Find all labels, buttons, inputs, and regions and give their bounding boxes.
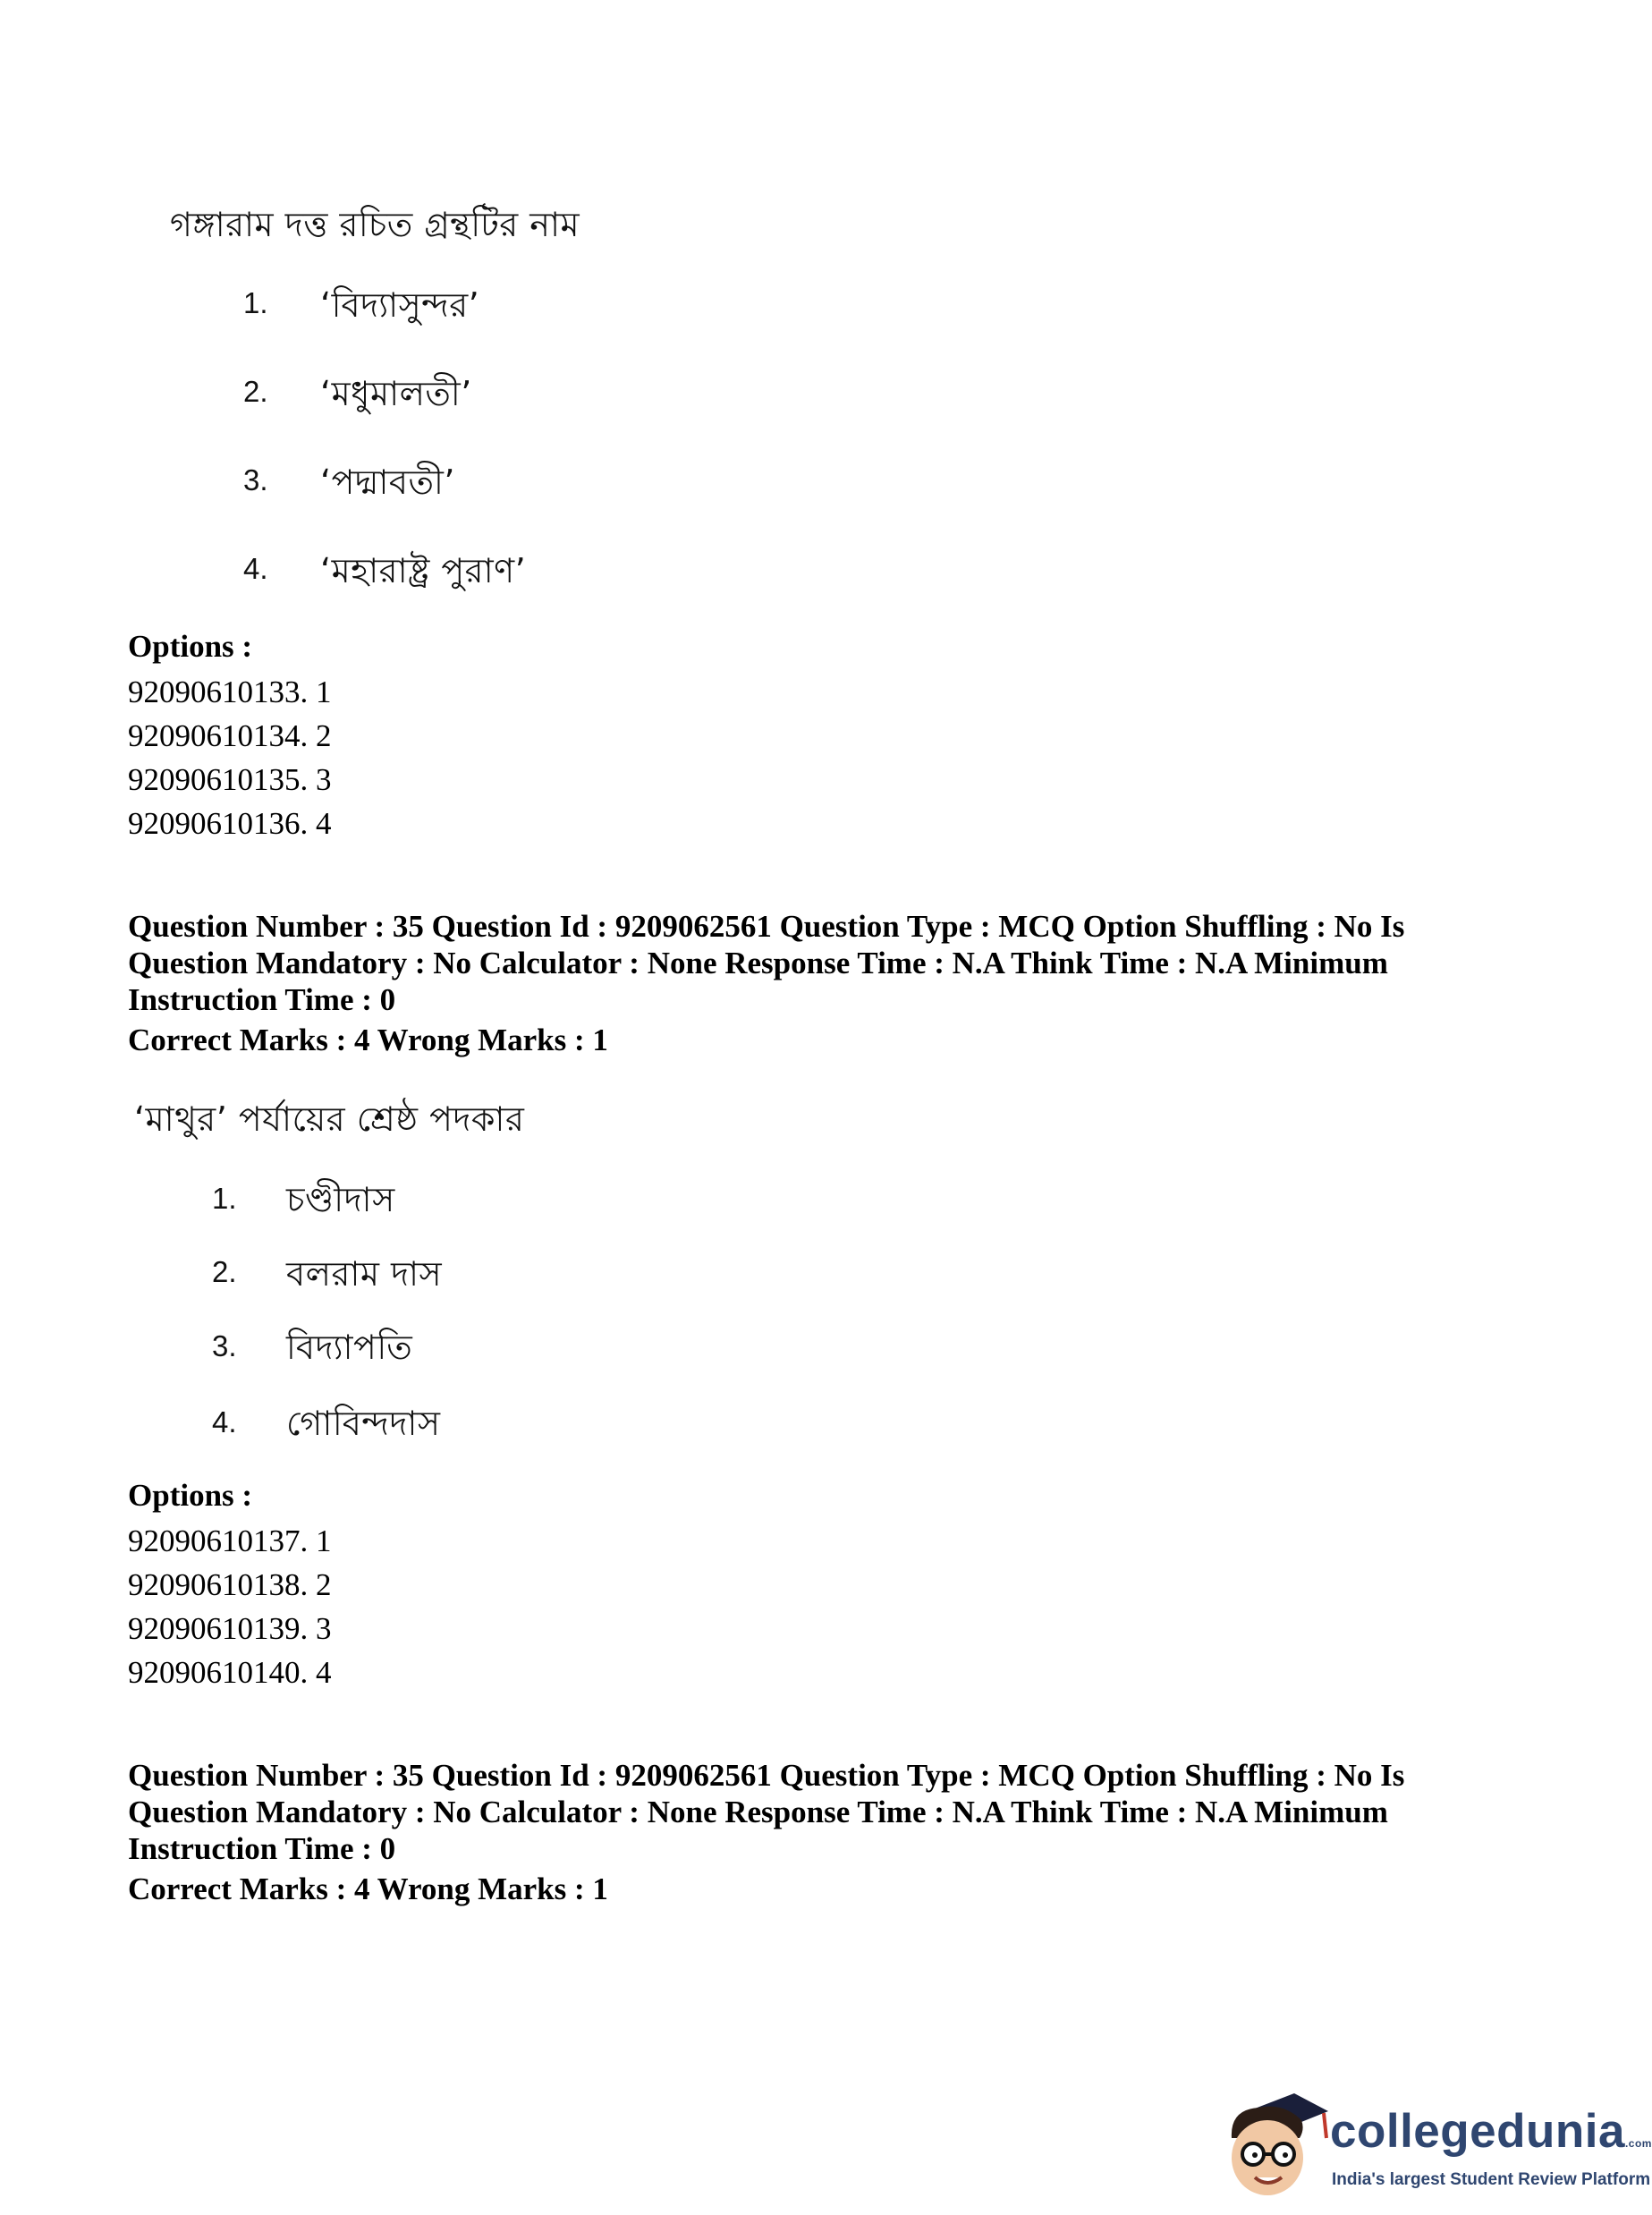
options-list bbox=[128, 670, 332, 845]
choice-number: 4. bbox=[243, 552, 268, 585]
choice-text: চণ্ডীদাস bbox=[286, 1180, 395, 1219]
option-item: 92090610133. 1 bbox=[128, 675, 332, 709]
question-marks: Correct Marks : 4 Wrong Marks : 1 bbox=[128, 1023, 608, 1057]
question-1-stem: গঙ্গারাম দত্ত রচিত গ্রন্থটির নাম bbox=[170, 205, 580, 244]
choice-number: 1. bbox=[212, 1182, 237, 1215]
options-heading: Options : bbox=[128, 1478, 253, 1513]
choice-text: ‘মহারাষ্ট্র পুরাণ’ bbox=[320, 551, 527, 590]
choice-number: 4. bbox=[212, 1405, 237, 1438]
options-list bbox=[128, 1519, 332, 1694]
mascot-logo-icon bbox=[1212, 2084, 1337, 2210]
choice-text: বলরাম দাস bbox=[286, 1254, 443, 1294]
brand-tagline: India's largest Student Review Platform bbox=[1332, 2170, 1651, 2189]
choice-number: 3. bbox=[212, 1329, 237, 1362]
brand-suffix: .com bbox=[1624, 2137, 1652, 2150]
option-item: 92090610139. 3 bbox=[128, 1611, 332, 1646]
choice-text: ‘বিদ্যাসুন্দর’ bbox=[320, 285, 480, 325]
question-2-stem: ‘মাথুর’ পর্যায়ের শ্রেষ্ঠ পদকার bbox=[134, 1099, 525, 1139]
question-meta-info: Question Number : 35 Question Id : 9209062561 Question Type : MCQ Option Shuffling : No Is Question Mandatory : No Calculator : None Response Time : N.A Think Time : N.A Minimum Instruction Time : 0 bbox=[128, 1758, 1405, 1866]
choice-number: 1. bbox=[243, 286, 268, 319]
choice-number: 3. bbox=[243, 463, 268, 496]
choice-text: ‘পদ্মাবতী’ bbox=[320, 463, 455, 502]
choice-text: গোবিন্দদাস bbox=[286, 1404, 441, 1443]
question-marks: Correct Marks : 4 Wrong Marks : 1 bbox=[128, 1871, 608, 1906]
option-item: 92090610140. 4 bbox=[128, 1655, 332, 1690]
choice-text: ‘মধুমালতী’ bbox=[320, 374, 472, 413]
option-item: 92090610137. 1 bbox=[128, 1523, 332, 1558]
option-item: 92090610136. 4 bbox=[128, 806, 332, 841]
brand-name: collegedunia.com bbox=[1330, 2105, 1652, 2158]
option-item: 92090610134. 2 bbox=[128, 718, 332, 753]
choice-number: 2. bbox=[243, 375, 268, 408]
option-item: 92090610138. 2 bbox=[128, 1567, 332, 1602]
choice-number: 2. bbox=[212, 1255, 237, 1288]
options-heading: Options : bbox=[128, 629, 253, 664]
choice-text: বিদ্যাপতি bbox=[286, 1328, 413, 1367]
question-meta-info: Question Number : 35 Question Id : 9209062561 Question Type : MCQ Option Shuffling : No Is Question Mandatory : No Calculator : None Response Time : N.A Think Time : N.A Minimum Instruction Time : 0 bbox=[128, 909, 1405, 1017]
option-item: 92090610135. 3 bbox=[128, 762, 332, 797]
